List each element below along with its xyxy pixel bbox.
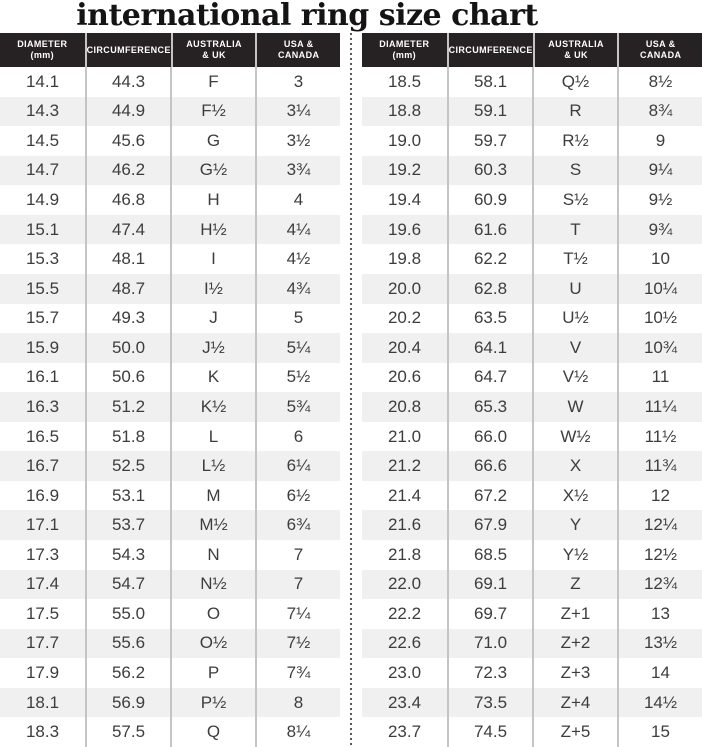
table-body (362, 67, 702, 747)
table-cell: 11¼ (617, 392, 702, 422)
table-row (362, 244, 702, 274)
column-header (85, 33, 171, 67)
table-cell: 4 (255, 185, 340, 215)
table-cell: 51.2 (85, 392, 170, 422)
table-cell: 20.6 (387, 367, 422, 387)
table-cell: 17.3 (25, 544, 60, 564)
table-cell: 16.3 (25, 396, 60, 416)
table-cell: H½ (170, 215, 255, 245)
table-cell: 66.0 (447, 422, 532, 452)
table-cell: 23.4 (387, 692, 422, 712)
column-header (255, 33, 340, 67)
table-cell: 12¼ (617, 510, 702, 540)
table-cell: 60.3 (447, 156, 532, 186)
table-row (0, 717, 340, 747)
column-header-line1: AUSTRALIA (548, 39, 604, 49)
table-cell: 20.8 (387, 396, 422, 416)
table-cell: 54.7 (85, 570, 170, 600)
column-header-line2: (mm) (30, 50, 55, 60)
table-cell: 21.0 (387, 426, 422, 446)
table-cell: 14½ (617, 688, 702, 718)
table-cell: 6 (255, 422, 340, 452)
table-cell: 9½ (617, 185, 702, 215)
table-cell: T½ (532, 244, 617, 274)
table-cell: 15.9 (25, 337, 60, 357)
column-header-line1: USA & (283, 39, 314, 49)
table-row (362, 392, 702, 422)
table-cell: 55.0 (85, 599, 170, 629)
table-cell: 66.6 (447, 451, 532, 481)
table-cell: 64.1 (447, 333, 532, 363)
table-row (362, 67, 702, 97)
table-cell: 61.6 (447, 215, 532, 245)
table-row (362, 126, 702, 156)
table-cell: V (532, 333, 617, 363)
table-row (0, 599, 340, 629)
table-row (0, 156, 340, 186)
table-cell: 58.1 (447, 67, 532, 97)
column-header-line2: CANADA (639, 50, 682, 60)
table-cell: 5¼ (255, 333, 340, 363)
table-cell: Y½ (532, 540, 617, 570)
table-cell: 16.1 (25, 367, 60, 387)
table-cell: W (532, 392, 617, 422)
table-cell: 19.2 (387, 160, 422, 180)
column-header (447, 33, 533, 67)
table-row (0, 363, 340, 393)
table-row (0, 629, 340, 659)
table-row (362, 540, 702, 570)
table-row (0, 67, 340, 97)
table-cell: 19.6 (387, 219, 422, 239)
table-cell: 7¼ (255, 599, 340, 629)
table-cell: 17.1 (25, 515, 60, 535)
column-header-line1: DIAMETER (379, 39, 430, 49)
table-cell: 5½ (255, 363, 340, 393)
table-cell: M (170, 481, 255, 511)
dotted-divider (350, 33, 352, 747)
table-cell: 53.7 (85, 510, 170, 540)
table-cell: F (170, 67, 255, 97)
table-cell: 3½ (255, 126, 340, 156)
column-header-line2: (mm) (392, 50, 417, 60)
table-cell: 71.0 (447, 629, 532, 659)
table-row (0, 304, 340, 334)
table-cell: 19.4 (387, 190, 422, 210)
table-cell: 11 (617, 363, 702, 393)
table-cell: 9 (617, 126, 702, 156)
table-cell: 15.3 (25, 249, 60, 269)
table-row (362, 304, 702, 334)
column-header (533, 33, 618, 67)
table-cell: 9¾ (617, 215, 702, 245)
table-cell: W½ (532, 422, 617, 452)
table-row (362, 717, 702, 747)
table-cell: 73.5 (447, 688, 532, 718)
table-cell: 18.8 (387, 101, 422, 121)
tables-container (0, 33, 702, 747)
table-cell: 10¾ (617, 333, 702, 363)
table-cell: H (170, 185, 255, 215)
table-cell: 11¾ (617, 451, 702, 481)
table-row (0, 215, 340, 245)
table-cell: 69.7 (447, 599, 532, 629)
table-cell: Z+2 (532, 629, 617, 659)
table-cell: V½ (532, 363, 617, 393)
table-cell: 62.2 (447, 244, 532, 274)
table-cell: 16.9 (25, 485, 60, 505)
table-cell: 12¾ (617, 570, 702, 600)
table-cell: Y (532, 510, 617, 540)
column-header-line2: & UK (564, 50, 588, 60)
table-cell: 13½ (617, 629, 702, 659)
table-cell: 14.3 (25, 101, 60, 121)
table-cell: 4¾ (255, 274, 340, 304)
table-cell: 14 (617, 658, 702, 688)
table-cell: 3 (255, 67, 340, 97)
table-cell: N½ (170, 570, 255, 600)
table-row (362, 422, 702, 452)
ring-size-table-left (0, 33, 340, 747)
table-cell: 17.9 (25, 663, 60, 683)
table-cell: 7¾ (255, 658, 340, 688)
table-row (0, 451, 340, 481)
table-cell: 8½ (617, 67, 702, 97)
table-cell: 56.2 (85, 658, 170, 688)
table-cell: 15 (617, 717, 702, 747)
table-cell: 6¼ (255, 451, 340, 481)
table-cell: 12½ (617, 540, 702, 570)
table-cell: 8¼ (255, 717, 340, 747)
table-row (0, 333, 340, 363)
table-header-row (362, 33, 702, 67)
table-cell: R (532, 97, 617, 127)
table-cell: 53.1 (85, 481, 170, 511)
table-cell: 5 (255, 304, 340, 334)
table-cell: 5¾ (255, 392, 340, 422)
column-header-line1: AUSTRALIA (186, 39, 242, 49)
table-row (362, 658, 702, 688)
column-header (171, 33, 256, 67)
table-row (362, 451, 702, 481)
table-cell: X (532, 451, 617, 481)
table-cell: 21.6 (387, 515, 422, 535)
table-cell: Z+1 (532, 599, 617, 629)
table-cell: 49.3 (85, 304, 170, 334)
table-cell: 65.3 (447, 392, 532, 422)
table-cell: S (532, 156, 617, 186)
table-cell: 63.5 (447, 304, 532, 334)
table-row (362, 363, 702, 393)
table-cell: J½ (170, 333, 255, 363)
table-cell: G (170, 126, 255, 156)
column-header-line1: CIRCUMFERENCE (86, 44, 171, 55)
table-row (0, 185, 340, 215)
table-cell: 7½ (255, 629, 340, 659)
table-row (362, 599, 702, 629)
table-cell: Q (170, 717, 255, 747)
table-cell: M½ (170, 510, 255, 540)
table-cell: 59.1 (447, 97, 532, 127)
table-cell: 10¼ (617, 274, 702, 304)
table-cell: P (170, 658, 255, 688)
table-cell: 55.6 (85, 629, 170, 659)
table-cell: 48.1 (85, 244, 170, 274)
table-cell: L (170, 422, 255, 452)
table-cell: 48.7 (85, 274, 170, 304)
table-cell: 23.0 (387, 663, 422, 683)
column-header-line2: CANADA (277, 50, 320, 60)
table-cell: I (170, 244, 255, 274)
table-cell: R½ (532, 126, 617, 156)
table-cell: 22.2 (387, 603, 422, 623)
table-row (362, 570, 702, 600)
table-cell: 19.8 (387, 249, 422, 269)
table-cell: 59.7 (447, 126, 532, 156)
table-row (0, 97, 340, 127)
column-header-line2: & UK (202, 50, 226, 60)
table-row (362, 481, 702, 511)
table-cell: 64.7 (447, 363, 532, 393)
ring-size-table-right (362, 33, 702, 747)
table-cell: 10 (617, 244, 702, 274)
table-row (362, 333, 702, 363)
table-cell: 68.5 (447, 540, 532, 570)
column-header (362, 33, 447, 67)
table-cell: O½ (170, 629, 255, 659)
table-cell: 6½ (255, 481, 340, 511)
table-row (0, 510, 340, 540)
table-cell: N (170, 540, 255, 570)
table-cell: 72.3 (447, 658, 532, 688)
table-cell: 19.0 (387, 130, 422, 150)
table-cell: 8¾ (617, 97, 702, 127)
table-cell: 46.2 (85, 156, 170, 186)
table-cell: 44.3 (85, 67, 170, 97)
table-cell: 13 (617, 599, 702, 629)
table-cell: 54.3 (85, 540, 170, 570)
table-row (362, 156, 702, 186)
table-cell: 17.7 (25, 633, 60, 653)
table-row (0, 570, 340, 600)
table-row (362, 510, 702, 540)
column-header-line1: DIAMETER (17, 39, 68, 49)
table-cell: 18.5 (387, 71, 422, 91)
table-cell: 14.1 (25, 71, 60, 91)
table-cell: 17.5 (25, 603, 60, 623)
table-cell: 56.9 (85, 688, 170, 718)
page-title: international ring size chart (76, 0, 538, 33)
table-body (0, 67, 340, 747)
table-cell: K½ (170, 392, 255, 422)
table-row (362, 629, 702, 659)
table-cell: 20.4 (387, 337, 422, 357)
table-cell: 45.6 (85, 126, 170, 156)
table-cell: 18.3 (25, 722, 60, 742)
table-cell: P½ (170, 688, 255, 718)
table-cell: 50.0 (85, 333, 170, 363)
table-cell: 20.2 (387, 308, 422, 328)
table-cell: 12 (617, 481, 702, 511)
table-cell: I½ (170, 274, 255, 304)
table-cell: 14.7 (25, 160, 60, 180)
table-cell: 4¼ (255, 215, 340, 245)
table-cell: U½ (532, 304, 617, 334)
table-cell: K (170, 363, 255, 393)
table-cell: 22.6 (387, 633, 422, 653)
table-cell: 15.7 (25, 308, 60, 328)
table-cell: T (532, 215, 617, 245)
table-cell: 9¼ (617, 156, 702, 186)
table-row (0, 274, 340, 304)
table-row (0, 688, 340, 718)
table-cell: 20.0 (387, 278, 422, 298)
table-cell: 52.5 (85, 451, 170, 481)
table-cell: Z+5 (532, 717, 617, 747)
table-cell: 44.9 (85, 97, 170, 127)
table-cell: 47.4 (85, 215, 170, 245)
table-cell: X½ (532, 481, 617, 511)
table-cell: 11½ (617, 422, 702, 452)
table-header-row (0, 33, 340, 67)
table-row (0, 658, 340, 688)
table-row (362, 688, 702, 718)
table-cell: 67.2 (447, 481, 532, 511)
table-cell: 16.5 (25, 426, 60, 446)
table-cell: 67.9 (447, 510, 532, 540)
table-cell: 60.9 (447, 185, 532, 215)
table-cell: J (170, 304, 255, 334)
table-row (0, 126, 340, 156)
column-header-line1: CIRCUMFERENCE (448, 44, 533, 55)
table-cell: 8 (255, 688, 340, 718)
table-cell: 10½ (617, 304, 702, 334)
table-row (0, 481, 340, 511)
column-header-line1: USA & (645, 39, 676, 49)
table-row (362, 215, 702, 245)
table-cell: Z+3 (532, 658, 617, 688)
table-row (0, 422, 340, 452)
table-cell: 57.5 (85, 717, 170, 747)
table-row (362, 274, 702, 304)
column-header (617, 33, 702, 67)
table-cell: 17.4 (25, 574, 60, 594)
divider-column (340, 33, 362, 747)
table-cell: F½ (170, 97, 255, 127)
table-cell: 7 (255, 570, 340, 600)
table-cell: 50.6 (85, 363, 170, 393)
table-cell: 62.8 (447, 274, 532, 304)
column-header (0, 33, 85, 67)
table-row (362, 185, 702, 215)
table-cell: O (170, 599, 255, 629)
table-row (0, 244, 340, 274)
table-cell: 21.2 (387, 456, 422, 476)
table-cell: 21.4 (387, 485, 422, 505)
table-cell: 18.1 (25, 692, 60, 712)
table-cell: 21.8 (387, 544, 422, 564)
table-cell: L½ (170, 451, 255, 481)
table-cell: 69.1 (447, 570, 532, 600)
table-row (0, 540, 340, 570)
table-cell: 3¼ (255, 97, 340, 127)
table-cell: S½ (532, 185, 617, 215)
table-cell: 22.0 (387, 574, 422, 594)
table-cell: Z (532, 570, 617, 600)
table-cell: 15.5 (25, 278, 60, 298)
table-cell: 46.8 (85, 185, 170, 215)
table-cell: 14.5 (25, 130, 60, 150)
table-cell: 7 (255, 540, 340, 570)
table-cell: 16.7 (25, 456, 60, 476)
table-cell: 4½ (255, 244, 340, 274)
table-cell: 51.8 (85, 422, 170, 452)
table-cell: Q½ (532, 67, 617, 97)
table-cell: Z+4 (532, 688, 617, 718)
table-cell: 14.9 (25, 190, 60, 210)
table-cell: G½ (170, 156, 255, 186)
table-cell: 15.1 (25, 219, 60, 239)
table-row (0, 392, 340, 422)
table-cell: 74.5 (447, 717, 532, 747)
table-cell: U (532, 274, 617, 304)
table-cell: 6¾ (255, 510, 340, 540)
table-cell: 3¾ (255, 156, 340, 186)
table-row (362, 97, 702, 127)
table-cell: 23.7 (387, 722, 422, 742)
